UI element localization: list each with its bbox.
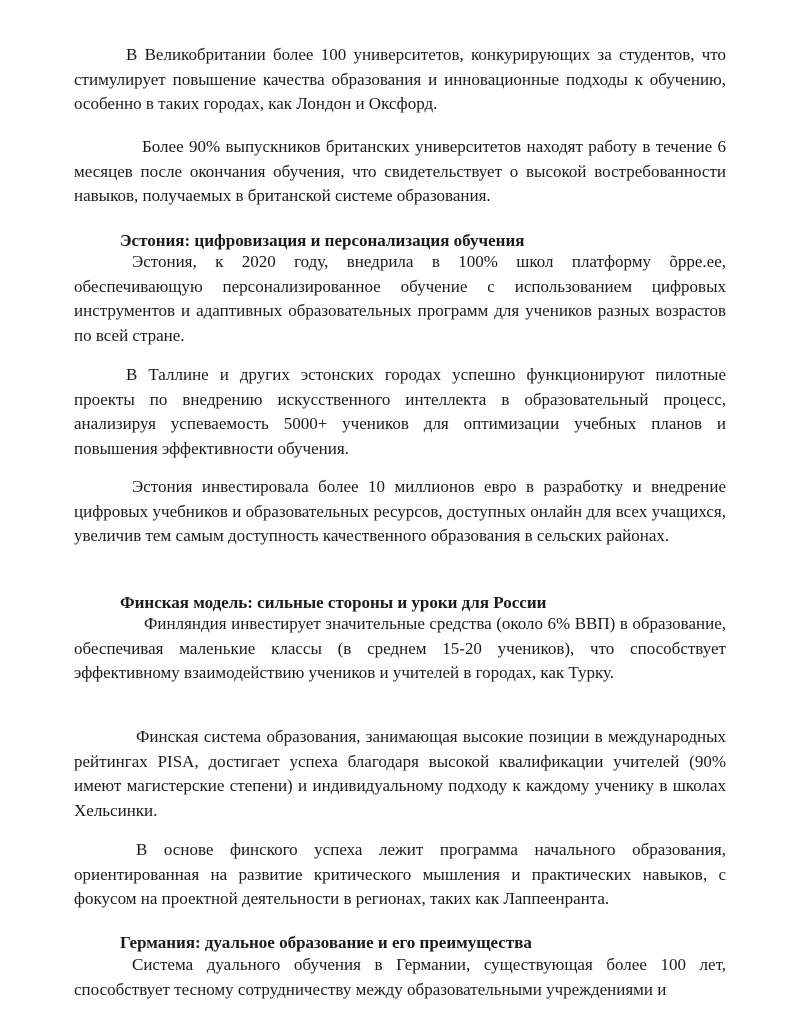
paragraph-text: Система дуального обучения в Германии, существующая более 100 лет, способствует тесному сотрудничеству между образовательными учреждениями и [74, 955, 726, 999]
paragraph-finland-investment [74, 612, 726, 686]
paragraph-text: Эстония инвестировала более 10 миллионов евро в разработку и внедрение цифровых учебников и образовательных ресурсов, доступных онлайн для всех учащихся, увеличив тем самым доступность качественного образования в сельских районах. [74, 477, 726, 546]
paragraph-finland-pisa [74, 725, 726, 823]
paragraph-text: Финляндия инвестирует значительные средства (около 6% ВВП) в образование, обеспечивая маленькие классы (в среднем 15-20 учеников), что способствует эффективному взаимодействию учеников и учителей в городах, как Турку. [74, 614, 726, 683]
paragraph-finland-primary [74, 838, 726, 912]
paragraph-estonia-investment [74, 475, 726, 549]
paragraph-estonia-ai [74, 363, 726, 461]
section-heading-estonia: Эстония: цифровизация и персонализация обучения [120, 231, 525, 250]
section-heading-finland: Финская модель: сильные стороны и уроки для России [120, 593, 547, 612]
paragraph-text: В Великобритании более 100 университетов, конкурирующих за студентов, что стимулирует повышение качества образования и инновационные подходы к обучению, особенно в таких городах, как Лондон и Оксфорд. [74, 45, 726, 114]
paragraph-text: В основе финского успеха лежит программа начального образования, ориентированная на развитие критического мышления и практических навыков, с фокусом на проектной деятельности в регионах, таких как Лаппеенранта. [74, 840, 726, 909]
paragraph-text: В Таллине и других эстонских городах успешно функционируют пилотные проекты по внедрению искусственного интеллекта в образовательный процесс, анализируя успеваемость 5000+ учеников для оптимизации учебных планов и повышения эффективности обучения. [74, 365, 726, 458]
paragraph-uk-universities [74, 43, 726, 117]
paragraph-text: Финская система образования, занимающая высокие позиции в международных рейтингах PISA, достигает успеха благодаря высокой квалификации учителей (90% имеют магистерские степени) и индивидуальному подходу к каждому ученику в школах Хельсинки. [74, 727, 726, 820]
paragraph-germany-dual [74, 953, 726, 1002]
paragraph-uk-graduates [74, 135, 726, 209]
paragraph-text: Более 90% выпускников британских университетов находят работу в течение 6 месяцев после окончания обучения, что свидетельствует о высокой востребованности навыков, получаемых в британской системе образования. [74, 137, 726, 206]
paragraph-text: Эстония, к 2020 году, внедрила в 100% школ платформу õppe.ee, обеспечивающую персонализированное обучение с использованием цифровых инструментов и адаптивных образовательных программ для учеников разных возрастов по всей стране. [74, 252, 726, 345]
section-heading-germany: Германия: дуальное образование и его преимущества [120, 933, 532, 952]
paragraph-estonia-platform [74, 250, 726, 348]
